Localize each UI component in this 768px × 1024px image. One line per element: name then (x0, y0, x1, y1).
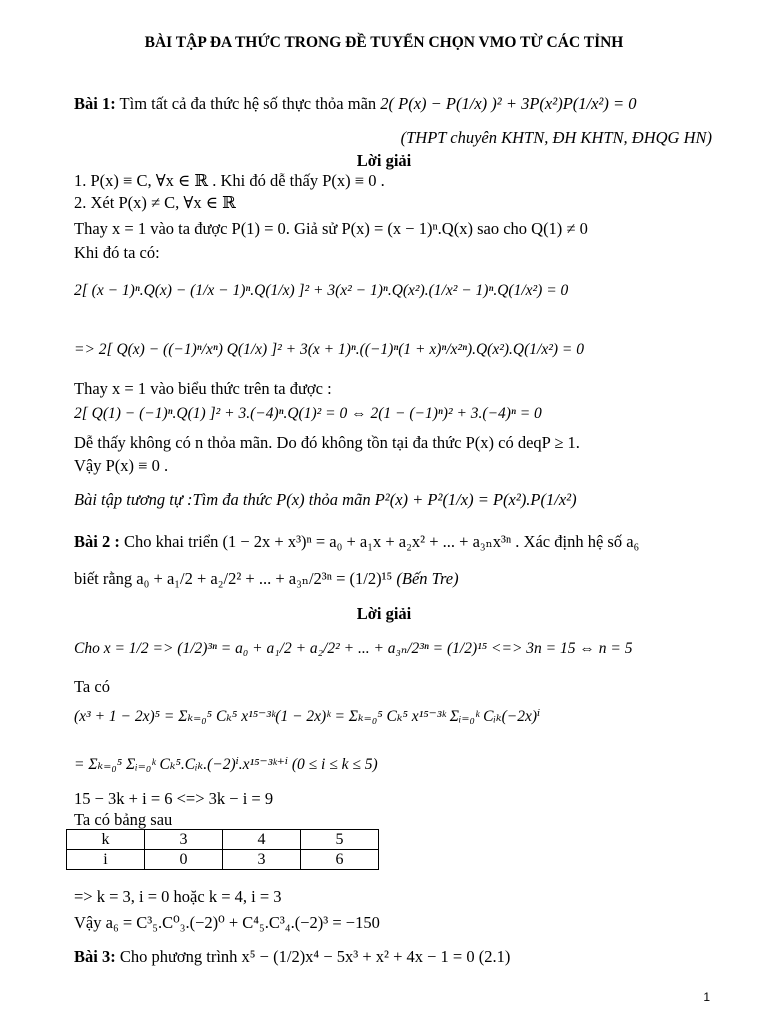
solution-1-line: Thay x = 1 vào ta được P(1) = 0. Giả sử P(x) = (x − 1)ⁿ.Q(x) sao cho Q(1) ≠ 0 (74, 219, 588, 238)
solution-1-line: 1. P(x) ≡ C, ∀x ∈ ℝ . Khi đó dễ thấy P(x) ≡ 0 . (74, 171, 385, 190)
problem-2-source: (Bến Tre) (396, 569, 459, 588)
solution-1-line: Vậy P(x) ≡ 0 . (74, 456, 169, 475)
document-title: BÀI TẬP ĐA THỨC TRONG ĐỀ TUYỂN CHỌN VMO TỪ CÁC TỈNH (144, 34, 624, 51)
table-row (67, 830, 379, 850)
solution-2-answer: Vậy a₆ = C³₅.C⁰₃.(−2)⁰ + C⁴₅.C³₄.(−2)³ = −150 (74, 913, 380, 932)
solution-1-line: Dễ thấy không có n thỏa mãn. Do đó không tồn tại đa thức P(x) có deqP ≥ 1. (74, 433, 580, 452)
problem-1-equation: 2( P(x) − P(1/x) )² + 3P(x²)P(1/x²) = 0 (380, 94, 637, 113)
table-cell: 3 (145, 830, 223, 850)
table-row (67, 850, 379, 870)
solution-2-line: Ta có (74, 677, 110, 696)
solution-1-line: 2. Xét P(x) ≠ C, ∀x ∈ ℝ (74, 193, 236, 212)
problem-2-text: Cho khai triển (1 − 2x + x³)ⁿ = a₀ + a₁x + a₂x² + ... + a₃ₙx³ⁿ . Xác định hệ số a₆ (123, 532, 640, 551)
problem-3-line (74, 947, 510, 967)
solution-1-equation: => 2[ Q(x) − ((−1)ⁿ/xⁿ) Q(1/x) ]² + 3(x + 1)ⁿ.((−1)ⁿ(1 + x)ⁿ/x²ⁿ).Q(x²).Q(1/x²) = 0 (74, 341, 584, 358)
solution-2-line: Ta có bảng sau (74, 810, 173, 829)
problem-2-label: Bài 2 : (74, 532, 120, 551)
table-cell: 5 (301, 830, 379, 850)
table-cell: 3 (223, 850, 301, 870)
solution-1-equation: 2[ Q(1) − (−1)ⁿ.Q(1) ]² + 3.(−4)ⁿ.Q(1)² = 0 ⇔ 2(1 − (−1)ⁿ)² + 3.(−4)ⁿ = 0 (74, 405, 542, 422)
table-cell: 4 (223, 830, 301, 850)
solution-1-line: Khi đó ta có: (74, 243, 160, 262)
problem-2-line (74, 532, 639, 552)
solution-1-equation: 2[ (x − 1)ⁿ.Q(x) − (1/x − 1)ⁿ.Q(1/x) ]² + 3(x² − 1)ⁿ.Q(x²).(1/x² − 1)ⁿ.Q(1/x²) = 0 (74, 282, 569, 299)
table-cell: k (67, 830, 145, 850)
solution-header-1: Lời giải (356, 151, 412, 170)
problem-3-label: Bài 3: (74, 947, 116, 966)
problem-1-label: Bài 1: (74, 94, 116, 113)
solution-2-line: => k = 3, i = 0 hoặc k = 4, i = 3 (74, 887, 282, 906)
solution-2-line: 15 − 3k + i = 6 <=> 3k − i = 9 (74, 789, 274, 808)
solution-2-equation: Cho x = 1/2 => (1/2)³ⁿ = a₀ + a₁/2 + a₂/2² + ... + a₃ₙ/2³ⁿ = (1/2)¹⁵ <=> 3n = 15 ⇔ n = 5 (74, 640, 633, 657)
solution-header-2: Lời giải (356, 604, 412, 623)
problem-2-line (74, 569, 459, 589)
problem-3-text: Cho phương trình x⁵ − (1/2)x⁴ − 5x³ + x² + 4x − 1 = 0 (2.1) (119, 947, 511, 966)
k-i-table (66, 829, 379, 870)
similar-exercise: Bài tập tương tự :Tìm đa thức P(x) thỏa mãn P²(x) + P²(1/x) = P(x²).P(1/x²) (74, 490, 577, 509)
problem-1-source: (THPT chuyên KHTN, ĐH KHTN, ĐHQG HN) (400, 128, 712, 147)
solution-2-equation: (x³ + 1 − 2x)⁵ = Σₖ₌₀⁵ Cₖ⁵ x¹⁵⁻³ᵏ(1 − 2x)ᵏ = Σₖ₌₀⁵ Cₖ⁵ x¹⁵⁻³ᵏ Σᵢ₌₀ᵏ Cᵢₖ(−2x)ⁱ (74, 708, 541, 725)
problem-1-line (74, 94, 637, 114)
table-cell: 0 (145, 850, 223, 870)
page-number: 1 (703, 990, 710, 1004)
problem-1-text: Tìm tất cả đa thức hệ số thực thỏa mãn (119, 94, 377, 113)
table-cell: 6 (301, 850, 379, 870)
solution-2-equation: = Σₖ₌₀⁵ Σᵢ₌₀ᵏ Cₖ⁵.Cᵢₖ.(−2)ⁱ.x¹⁵⁻³ᵏ⁺ⁱ (0 ≤ i ≤ k ≤ 5) (74, 756, 378, 773)
problem-2-condition: biết rằng a₀ + a₁/2 + a₂/2² + ... + a₃ₙ/2³ⁿ = (1/2)¹⁵ (74, 569, 393, 588)
table-cell: i (67, 850, 145, 870)
solution-1-line: Thay x = 1 vào biểu thức trên ta được : (74, 379, 332, 398)
